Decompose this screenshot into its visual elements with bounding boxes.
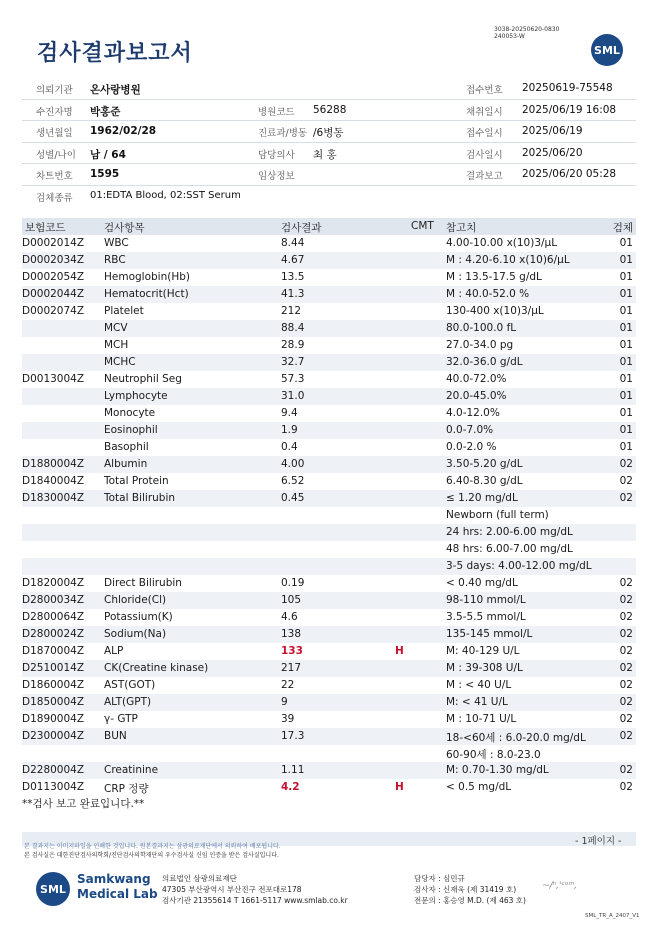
report-date: 2025/06/20 05:28 [522, 168, 617, 180]
table-row [22, 660, 636, 677]
cell-ref: < 0.5 mg/dL [446, 781, 512, 793]
cell-result: 9 [281, 696, 288, 708]
table-row [22, 609, 636, 626]
cell-result: 0.4 [281, 441, 298, 453]
cell-result: 4.00 [281, 458, 305, 470]
patient-info: 의뢰기관 온사랑병원 접수번호 20250619-75548 수진자명 박홍준 병원코드 56288 채취일시 2025/06/19 16:08 생년월일 1962/02/28 진료과/병동 /6병동 접수일시 2025/06/19 성별/나이 남 / 64 담당의사 최 홍 검사일시 2025/06/20 차트번호 1595 임상정보 결과보고 2025/06/20 05:28 검체종류 01:EDTA Blood, 02:SST Serum [22, 78, 636, 206]
sml-logo: SML [591, 34, 623, 66]
cell-ref: M : 39-308 U/L [446, 662, 523, 674]
cell-name: MCV [104, 322, 128, 334]
cell-spec: 01 [619, 424, 633, 436]
table-row [22, 779, 636, 796]
cell-name: Hemoglobin(Hb) [104, 271, 191, 283]
cell-code: D2510014Z [22, 662, 85, 674]
cell-spec: 02 [619, 492, 633, 504]
cell-code: D1860004Z [22, 679, 85, 691]
cell-code: D1870004Z [22, 645, 85, 657]
cell-name: MCHC [104, 356, 136, 368]
cell-name: ALP [104, 645, 124, 657]
cell-ref: M : 10-71 U/L [446, 713, 517, 725]
cell-name: γ- GTP [104, 713, 138, 725]
signatories: 담당자 : 심민규 검사자 : 신재욱 (제 31419 호) 전문의 : 홍승영 M.D. (제 463 호) [414, 874, 526, 905]
chart-no: 1595 [90, 168, 120, 180]
cell-code: D1820004Z [22, 577, 85, 589]
cell-name: Basophil [104, 441, 149, 453]
table-row [22, 354, 636, 371]
cell-code: D0002044Z [22, 288, 85, 300]
cell-ref: M : < 40 U/L [446, 679, 512, 691]
cell-name: Potassium(K) [104, 611, 173, 623]
cell-ref: < 0.40 mg/dL [446, 577, 518, 589]
cell-code: D0002054Z [22, 271, 85, 283]
table-row [22, 235, 636, 252]
cell-spec: 02 [619, 645, 633, 657]
table-row [22, 643, 636, 660]
specimen-types: 01:EDTA Blood, 02:SST Serum [90, 189, 241, 201]
cell-result: 0.19 [281, 577, 305, 589]
cell-spec: 02 [619, 764, 633, 776]
dob: 1962/02/28 [90, 125, 157, 137]
cell-ref: Newborn (full term) [446, 509, 549, 521]
cell-name: AST(GOT) [104, 679, 156, 691]
table-row [22, 507, 636, 524]
cell-name: MCH [104, 339, 129, 351]
cell-code: D0113004Z [22, 781, 85, 793]
cell-result: 17.3 [281, 730, 305, 742]
cell-result: 138 [281, 628, 302, 640]
cell-ref: M: 0.70-1.30 mg/dL [446, 764, 549, 776]
cell-spec: 02 [619, 679, 633, 691]
cell-code: D1830004Z [22, 492, 85, 504]
table-row [22, 405, 636, 422]
cell-result: 41.3 [281, 288, 305, 300]
doctor: 최 홍 [313, 148, 337, 161]
department: /6병동 [313, 127, 344, 139]
table-row [22, 490, 636, 507]
receipt-date: 2025/06/19 [522, 125, 583, 137]
collect-date: 2025/06/19 16:08 [522, 103, 617, 116]
form-code: SML_TR_A_2407_V1 [585, 913, 640, 919]
cell-result: 28.9 [281, 339, 305, 351]
cell-spec: 02 [619, 713, 633, 725]
cell-name: Direct Bilirubin [104, 577, 182, 589]
cell-ref: 3.5-5.5 mmol/L [446, 611, 526, 623]
cell-spec: 01 [619, 339, 633, 351]
cell-result: 22 [281, 679, 295, 691]
cell-ref: 4.00-10.00 x(10)3/μL [446, 237, 558, 249]
cell-spec: 01 [619, 237, 633, 249]
cell-name: Platelet [104, 305, 144, 317]
cell-name: ALT(GPT) [104, 696, 152, 708]
cell-spec: 01 [619, 407, 633, 419]
table-row [22, 745, 636, 762]
cell-result: 32.7 [281, 356, 305, 368]
cell-result: 6.52 [281, 475, 305, 487]
cell-spec: 02 [619, 577, 633, 589]
cell-result: 9.4 [281, 407, 298, 419]
cell-name: Total Bilirubin [104, 492, 176, 504]
cell-name: CK(Creatine kinase) [104, 662, 209, 674]
cell-ref: M: 40-129 U/L [446, 645, 520, 657]
cell-spec: 02 [619, 458, 633, 470]
cell-code: D0002034Z [22, 254, 85, 266]
cell-flag: H [395, 781, 404, 793]
cell-result: 1.9 [281, 424, 298, 436]
cell-flag: H [395, 645, 404, 657]
cell-code: D2280004Z [22, 764, 85, 776]
table-row [22, 252, 636, 269]
table-row [22, 269, 636, 286]
cell-code: D0013004Z [22, 373, 85, 385]
cell-ref: 20.0-45.0% [446, 390, 507, 402]
cell-code: D1890004Z [22, 713, 85, 725]
table-row [22, 320, 636, 337]
cell-spec: 01 [619, 441, 633, 453]
cell-result: 1.11 [281, 764, 305, 776]
document-id: 3038-20250620-0830 240053-W [494, 26, 560, 40]
accreditation-note: 본 검사실은 대한진단검사의학회/진단검사의학재단의 우수검사실 신임 인증을 받은 검사실입니다. [24, 852, 279, 859]
table-row [22, 541, 636, 558]
signature: ~/ʰ,'ᶜᵒᵐ, [542, 881, 578, 891]
table-row [22, 371, 636, 388]
cell-spec: 01 [619, 305, 633, 317]
cell-name: Monocyte [104, 407, 156, 419]
cell-name: Total Protein [104, 475, 169, 487]
cell-ref: 40.0-72.0% [446, 373, 507, 385]
cell-spec: 02 [619, 662, 633, 674]
cell-code: D0002074Z [22, 305, 85, 317]
cell-result: 217 [281, 662, 302, 674]
cell-ref: 4.0-12.0% [446, 407, 500, 419]
cell-ref: 80.0-100.0 fL [446, 322, 517, 334]
table-row [22, 286, 636, 303]
hospital-code: 56288 [313, 103, 347, 116]
cell-spec: 02 [619, 628, 633, 640]
cell-ref: 135-145 mmol/L [446, 628, 533, 640]
cell-ref: 60-90세 : 8.0-23.0 [446, 749, 541, 761]
cell-result: 212 [281, 305, 302, 317]
table-row [22, 694, 636, 711]
lab-logo: SML [36, 872, 70, 906]
cell-ref: 24 hrs: 2.00-6.00 mg/dL [446, 526, 573, 538]
lab-name: Samkwang Medical Lab [77, 872, 158, 901]
lab-address-block: 의료법인 삼광의료재단 47305 부산광역시 부산진구 전포대로178 검사기관 21355614 T 1661-5117 www.smlab.co.kr [162, 874, 348, 905]
cell-code: D1840004Z [22, 475, 85, 487]
cell-code: D2800064Z [22, 611, 85, 623]
cell-ref: 130-400 x(10)3/μL [446, 305, 544, 317]
cell-name: Albumin [104, 458, 148, 470]
cell-name: RBC [104, 254, 126, 266]
completion-note: **검사 보고 완료입니다.** [22, 798, 145, 810]
cell-result: 8.44 [281, 237, 305, 249]
cell-ref: M : 4.20-6.10 x(10)6/μL [446, 254, 570, 266]
cell-spec: 02 [619, 594, 633, 606]
institution: 온사랑병원 [90, 84, 141, 96]
cell-code: D2300004Z [22, 730, 85, 742]
cell-spec: 02 [619, 611, 633, 623]
cell-spec: 01 [619, 390, 633, 402]
cell-ref: 6.40-8.30 g/dL [446, 475, 523, 487]
cell-result: 0.45 [281, 492, 305, 504]
table-row [22, 303, 636, 320]
cell-spec: 02 [619, 696, 633, 708]
table-row [22, 592, 636, 609]
table-row [22, 337, 636, 354]
table-row [22, 575, 636, 592]
cell-ref: M : 40.0-52.0 % [446, 288, 530, 300]
table-row [22, 524, 636, 541]
table-row [22, 439, 636, 456]
cell-ref: 3-5 days: 4.00-12.00 mg/dL [446, 560, 592, 572]
cell-ref: 27.0-34.0 pg [446, 339, 514, 351]
cell-name: Creatinine [104, 764, 159, 776]
cell-spec: 01 [619, 271, 633, 283]
cell-spec: 01 [619, 288, 633, 300]
table-row [22, 422, 636, 439]
table-row [22, 728, 636, 745]
cell-result: 13.5 [281, 271, 305, 283]
table-row [22, 388, 636, 405]
cell-ref: 18-<60세 : 6.0-20.0 mg/dL [446, 732, 586, 744]
cell-ref: 48 hrs: 6.00-7.00 mg/dL [446, 543, 573, 555]
report-title: 검사결과보고서 [37, 41, 193, 66]
table-row [22, 711, 636, 728]
cell-ref: 32.0-36.0 g/dL [446, 356, 523, 368]
cell-ref: 0.0-7.0% [446, 424, 494, 436]
cell-code: D0002014Z [22, 237, 85, 249]
cell-spec: 01 [619, 356, 633, 368]
cell-result: 4.6 [281, 611, 298, 623]
cell-code: D2800034Z [22, 594, 85, 606]
cell-spec: 02 [619, 781, 633, 793]
cell-result: 4.2 [281, 781, 300, 793]
cell-spec: 02 [619, 730, 633, 742]
table-row [22, 626, 636, 643]
cell-ref: 3.50-5.20 g/dL [446, 458, 523, 470]
table-row [22, 558, 636, 575]
cell-ref: 0.0-2.0 % [446, 441, 497, 453]
sex-age: 남 / 64 [90, 148, 126, 161]
cell-name: WBC [104, 237, 129, 249]
cell-ref: M: < 41 U/L [446, 696, 508, 708]
table-row [22, 456, 636, 473]
page-number: - 1페이지 - [575, 836, 622, 847]
cell-ref: M : 13.5-17.5 g/dL [446, 271, 542, 283]
cell-result: 57.3 [281, 373, 305, 385]
cell-code: D2800024Z [22, 628, 85, 640]
cell-result: 39 [281, 713, 295, 725]
cell-spec: 01 [619, 322, 633, 334]
results-table-header: 보험코드 검사항목 검사결과 CMT 참고치 검체 [22, 218, 636, 235]
cell-result: 105 [281, 594, 302, 606]
receipt-no: 20250619-75548 [522, 82, 613, 94]
cell-name: Neutrophil Seg [104, 373, 182, 385]
cell-name: BUN [104, 730, 127, 742]
cell-spec: 02 [619, 475, 633, 487]
cell-code: D1850004Z [22, 696, 85, 708]
cell-result: 31.0 [281, 390, 305, 402]
cell-result: 133 [281, 645, 303, 657]
patient-name: 박홍준 [90, 105, 121, 118]
cell-name: CRP 정량 [104, 783, 149, 795]
cell-name: Chloride(Cl) [104, 594, 167, 606]
table-row [22, 677, 636, 694]
disclaimer-note: 본 결과지는 이미지파일을 인쇄한 것입니다. 원본결과지는 삼광의료재단에서 의뢰하여 배포됩니다. [24, 843, 281, 850]
cell-ref: ≤ 1.20 mg/dL [446, 492, 518, 504]
cell-name: Hematocrit(Hct) [104, 288, 189, 300]
table-row [22, 762, 636, 779]
cell-result: 4.67 [281, 254, 305, 266]
cell-ref: 98-110 mmol/L [446, 594, 526, 606]
test-date: 2025/06/20 [522, 146, 583, 159]
cell-result: 88.4 [281, 322, 305, 334]
results-table [22, 235, 636, 796]
cell-name: Eosinophil [104, 424, 158, 436]
cell-code: D1880004Z [22, 458, 85, 470]
cell-spec: 01 [619, 373, 633, 385]
cell-spec: 01 [619, 254, 633, 266]
cell-name: Sodium(Na) [104, 628, 167, 640]
cell-name: Lymphocyte [104, 390, 168, 402]
table-row [22, 473, 636, 490]
